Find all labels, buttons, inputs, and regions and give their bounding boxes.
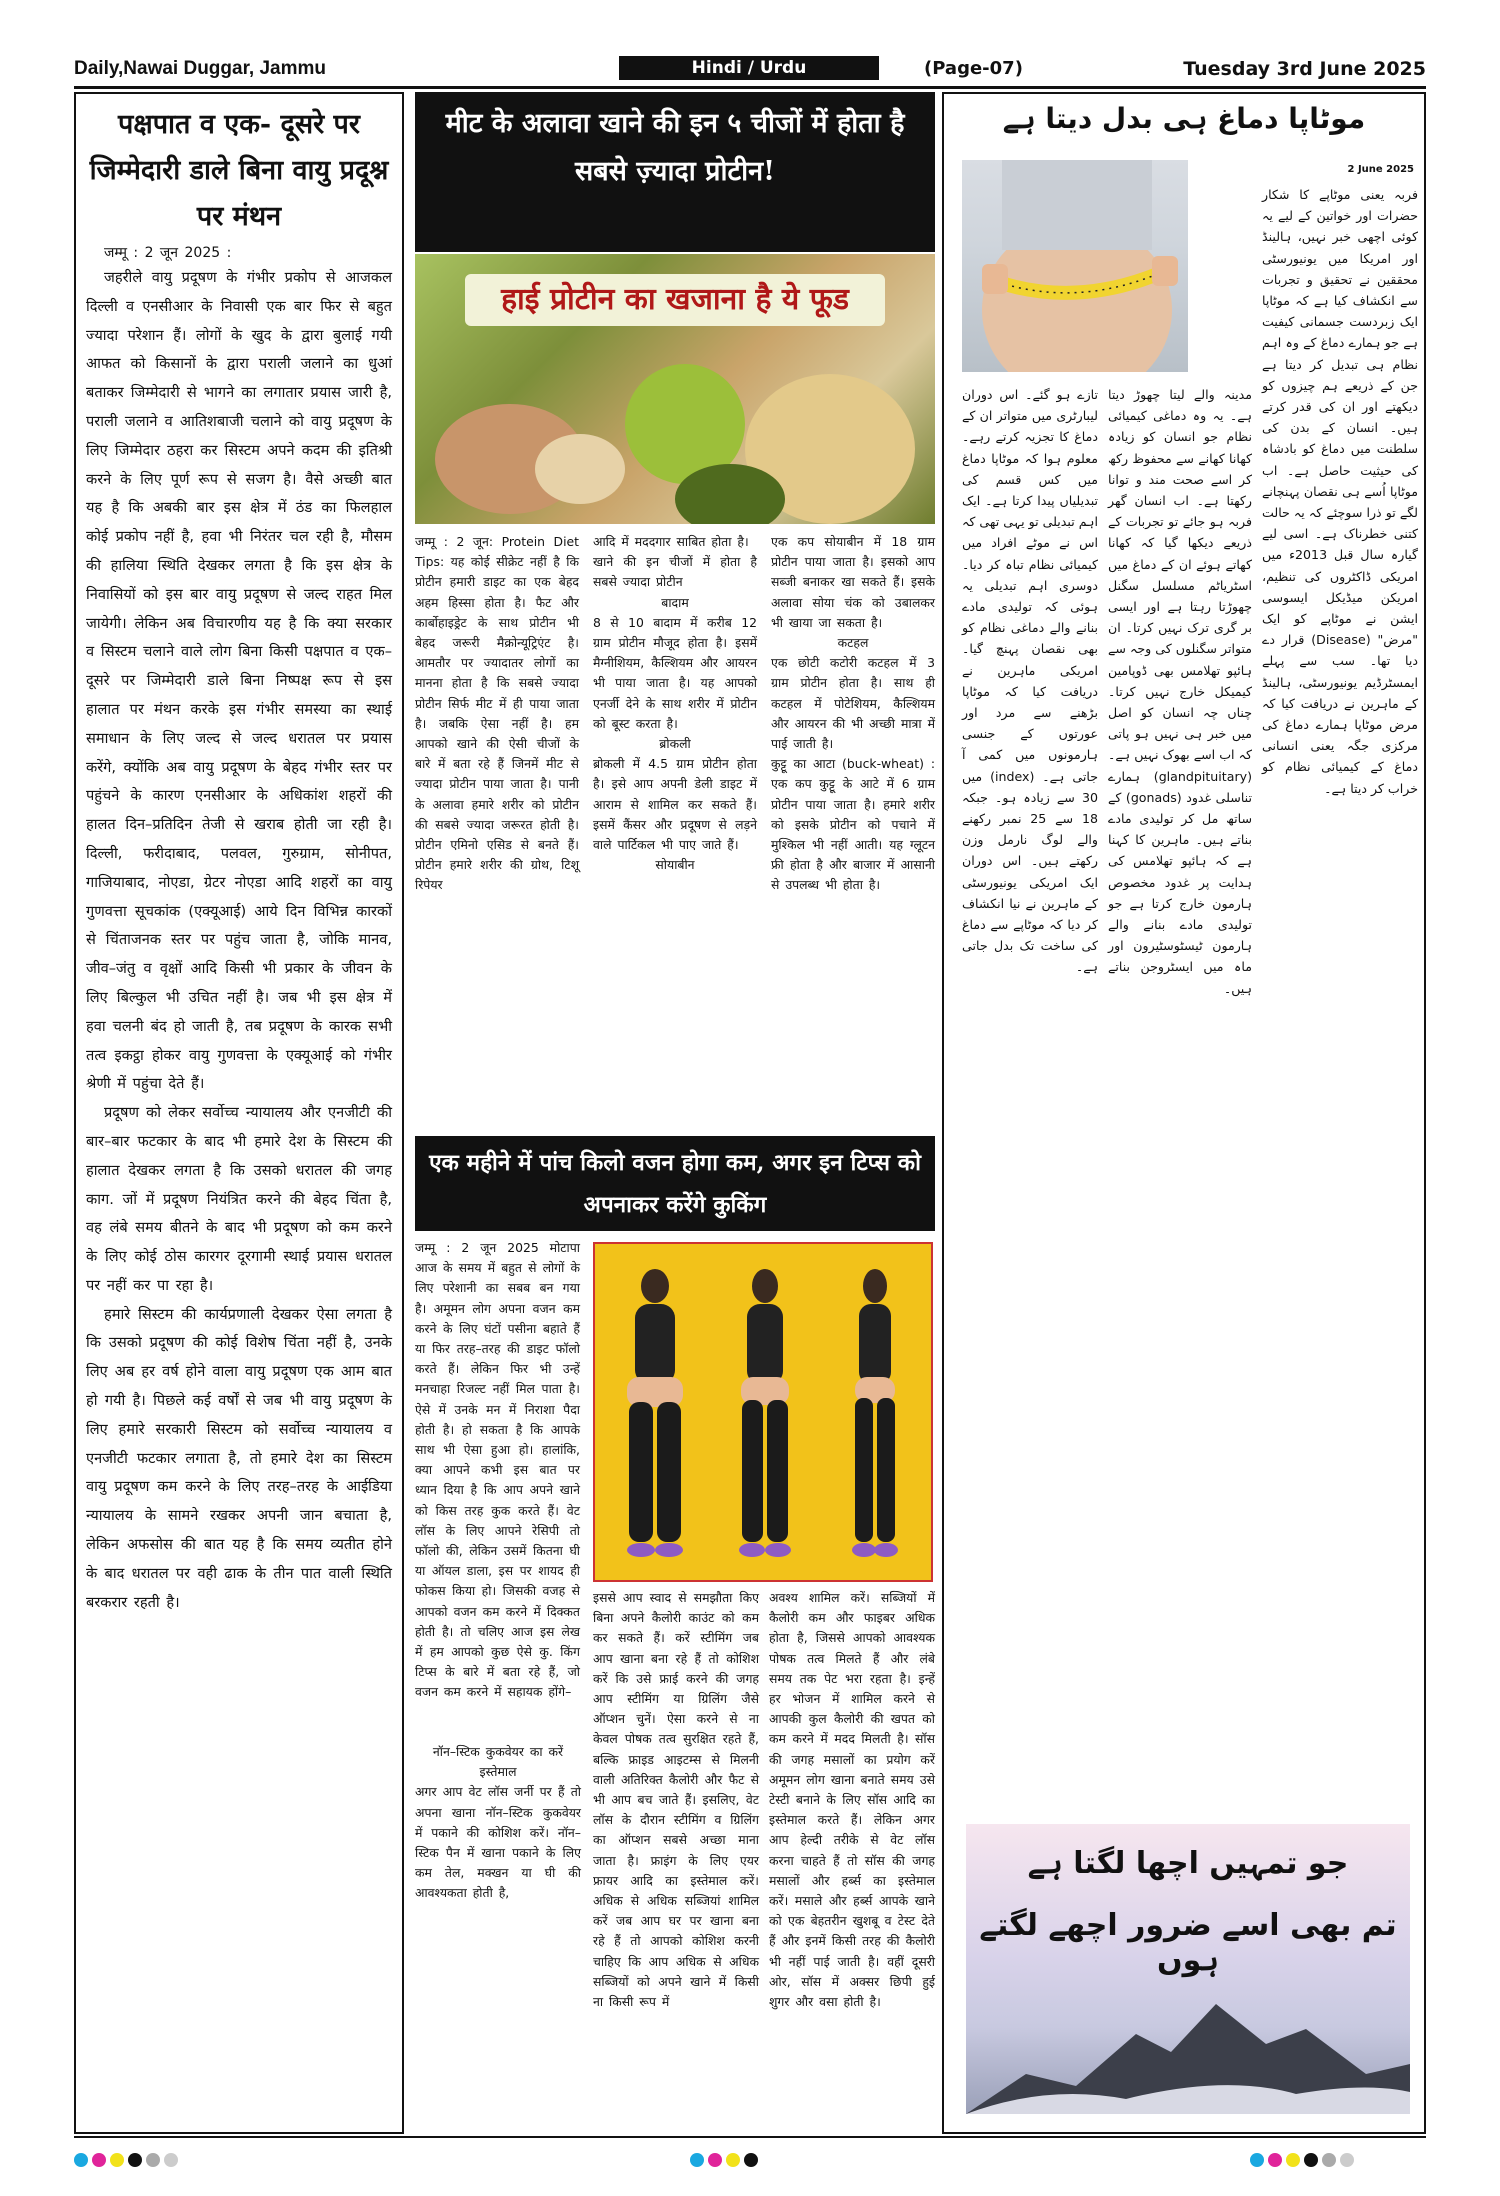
issue-date: Tuesday 3rd June 2025 xyxy=(1183,58,1426,80)
paragraph: आदि में मददगार साबित होता है। xyxy=(593,534,749,549)
protein-article xyxy=(415,532,935,1132)
weight-loss-headline: एक महीने में पांच किलो वजन होगा कम, अगर इन टिप्स को अपनाकर करेंगे कुकिंग xyxy=(415,1136,935,1231)
subheading: ब्रोकली xyxy=(659,736,691,752)
text-column: इससे आप स्वाद से समझौता किए बिना अपने कैलोरी काउंट को कम कर सकते हैं। करें स्टीमिंग जब आप खाना बना रहे हैं तो कोशिश करें कि उसे फ्राई करने की जगह आप स्टीमिंग या ग्रिलिंग जैसे ऑप्शन चुनें। ऐसा करने से ना केवल पोषक तत्व सुरक्षित रहते हैं, बल्कि फ्राइड आइटम्स से मिलनी वाली अतिरिक्त कैलोरी और फैट से भी आप बच जाते हैं। इसलिए, वेट लॉस के दौरान स्टीमिंग व ग्रिलिंग का ऑप्शन सबसे अच्छा माना जाता है। फ्राइंग के लिए एयर फ्रायर आदि का इस्तेमाल करें। अधिक से अधिक सब्जियां शामिल करें जब आप घर पर खाना बना रहे हैं तो आपको कोशिश करनी चाहिए कि आप अधिक से अधिक सब्जियों को अपने खाने में किसी ना किसी रूप में xyxy=(593,1590,759,2010)
belly-measuring-tape-image xyxy=(962,160,1188,372)
newspaper-name: Daily,Nawai Duggar, Jammu xyxy=(74,58,327,79)
pistachio-image xyxy=(535,434,625,504)
poetry-line: تم بھی اسے ضرور اچھے لگتے ہوں xyxy=(979,1908,1397,1978)
subheading: बादाम xyxy=(661,594,689,610)
woman-figure-image xyxy=(727,1262,803,1562)
subheading: खाने की इन चीजों में होता है सबसे ज्यादा प्रोटीन xyxy=(593,554,757,590)
page-number: (Page-07) xyxy=(924,58,1023,79)
paragraph: हमारे सिस्टम की कार्यप्रणाली देखकर ऐसा लगता है कि उसको प्रदूषण की कोई विशेष चिंता नहीं है, उनके लिए अब हर वर्ष होने वाला वायु प्रदूषण एक आम बात हो गयी है। पिछले कई वर्षों से जब भी वायु प्रदूषण के लिए हमारे सरकारी सिस्टम को सर्वोच्च न्यायालय व एनजीटी फटकार लगाता है, तो हमारे देश का सिस्टम वायु प्रदूषण कम करने के लिए तरह–तरह के आईडिया न्यायालय के सामने रखकर अपनी जान बचाता है, लेकिन अफसोस की बात यह है कि समय व्यतीत होने के बाद धरातल पर वही ढाक के तीन पात वाली स्थिति बरकरार रहती है। xyxy=(86,1305,392,1611)
poetry-line: جو تمہیں اچھا لگتا ہے xyxy=(1027,1846,1349,1881)
subheading: कटहल xyxy=(837,635,869,651)
photo-caption: हाई प्रोटीन का खजाना है ये फूड xyxy=(465,274,885,326)
article-air-pollution xyxy=(74,92,404,2134)
paragraph: 8 से 10 बादाम में करीब 12 ग्राम प्रोटीन मौजूद होता है। इसमें मैग्नीशियम, कैल्शियम और आयरन भी पाया जाता है। यह आपको एनर्जी देने के साथ शरीर में प्रोटीन को बूस्ट करता है। xyxy=(593,614,757,731)
urdu-article xyxy=(942,92,1426,2134)
masthead xyxy=(74,56,1426,86)
text-column: تازے ہو گئے۔ اس دوران لیبارٹری میں متواتر ان کے دماغ کا تجزیہ کرتے رہے۔ معلوم ہوا کہ موٹاپا دماغ میں کس قسم کی تبدیلیاں پیدا کرتا ہے۔ ایک اہم تبدیلی تو یہی تھی کہ اس نے موٹے افراد میں کیمیائی نظام تباہ کر دیا۔ دوسری اہم تبدیلی یہ ہوئی کہ تولیدی مادے بنانے والے دماغی نظام کو بھی نقصان پہنچ گیا۔ امریکی ماہرین نے دریافت کیا کہ موٹاپا بڑھنے سے مرد اور عورتوں کے جنسی ہارمونوں میں کمی آ جاتی ہے۔ (index) میں 30 سے زیادہ ہو۔ جبکہ 18 سے 25 نمبر رکھنے والے لوگ نارمل وزن رکھتے ہیں۔ اس دوران ایک امریکی یونیورسٹی کے ماہرین نے نیا انکشاف کر دیا کہ موٹاپے سے دماغ کی ساخت تک بدل جاتی ہے۔ xyxy=(962,387,1098,975)
header-rule xyxy=(74,86,1426,89)
paragraph: जम्मू : 2 जून 2025 मोटापा आज के समय में बहुत से लोगों के लिए परेशानी का सबब बन गया है। अमूमन लोग अपना वजन कम करने के लिए घंटों पसीना बहाते हैं या फिर तरह–तरह की डाइट फॉलो करते हैं। लेकिन फिर भी उन्हें मनचाहा रिजल्ट नहीं मिल पाता है। ऐसे में उनके मन में निराशा पैदा होती है। हो सकता है कि आपके साथ भी ऐसा हुआ हो। हालांकि, क्या आपने कभी इस बात पर ध्यान दिया है कि आप अपने खाने को किस तरह कुक करते हैं। वेट लॉस के लिए आपने रेसिपी तो फॉलो की, लेकिन उसमें कितना घी या ऑयल डाला, इस पर शायद ही फोकस किया हो। जिसकी वजह से आपको वजन कम करने में दिक्कत होती है। तो चलिए आज इस लेख में हम आपको कुछ ऐसे कु. किंग टिप्स के बारे में बता रहे हैं, जो वजन कम करने में सहायक होंगे– xyxy=(415,1240,580,1700)
paragraph: अगर आप वेट लॉस जर्नी पर हैं तो अपना खाना नॉन–स्टिक कुकवेयर में पकाने की कोशिश करें। नॉन–स्टिक पैन में खाना पकाने के लिए कम तेल, मक्खन या घी की आवश्यकता होती है, xyxy=(415,1784,581,1901)
subheading: नॉन–स्टिक कुकवेयर का करें इस्तेमाल xyxy=(432,1744,564,1780)
paragraph: कुट्टू का आटा (buck-wheat) : एक कप कुट्टू के आटे में 6 ग्राम प्रोटीन पाया जाता है। हमारे शरीर को इसके प्रोटीन को पचाने में मुश्किल भी नहीं आती। यह ग्लूटन फ्री होता है और बाजार में आसानी से उपलब्ध भी होता है। xyxy=(771,756,935,893)
dateline: 2 June 2025 xyxy=(1347,164,1414,175)
paragraph: एक छोटी कटोरी कटहल में 3 ग्राम प्रोटीन होता है। साथ ही कटहल में पोटेशियम, कैल्शियम और आयरन की भी अच्छी मात्रा में पाई जाती है। xyxy=(771,655,935,752)
color-registration-marks xyxy=(1250,2152,1358,2168)
text-column: अवश्य शामिल करें। सब्जियों में कैलोरी कम और फाइबर अधिक होता है, जिससे आपको आवश्यक पोषक तत्व मिलते हैं और लंबे समय तक पेट भरा रहता है। इन्हें हर भोजन में शामिल करने से आपकी कुल कैलोरी की खपत को कम करने में मदद मिलती है। सॉस की जगह मसालों का प्रयोग करें अमूमन लोग खाना बनाते समय उसे टेस्टी बनाने के लिए सॉस आदि का इस्तेमाल करते हैं। लेकिन अगर आप हेल्दी तरीके से वेट लॉस करना चाहते हैं तो सॉस की जगह मसालों और हर्ब्स का इस्तेमाल करें। मसाले और हर्ब्स आपके खाने को एक बेहतरीन खुशबू व टेस्ट देते हैं और इनमें किसी तरह की कैलोरी भी नहीं पाई जाती है। वहीं दूसरी ओर, सॉस में अक्सर छिपी हुई शुगर और वसा होती है। xyxy=(769,1590,935,2010)
language-label: Hindi / Urdu xyxy=(619,56,879,80)
text-column xyxy=(771,532,935,896)
paragraph: प्रदूषण को लेकर सर्वोच्च न्यायालय और एनजीटी की बार–बार फटकार के बाद भी हमारे देश के सिस्टम की हालात देखकर लगता है कि उसको धरातल की जगह काग. जों में प्रदूषण नियंत्रित करने की बेहद चिंता है, वह लंबे समय बीतने के बाद भी प्रदूषण को कम करने के लिए कोई ठोस कारगर दूरगामी स्थाई प्रयास धरातल पर नहीं कर पा रहा है। xyxy=(86,1104,392,1294)
article-title: पक्षपात व एक- दूसरे पर जिम्मेदारी डाले बिना वायु प्रदूश्न पर मंथन xyxy=(89,109,389,232)
color-registration-marks xyxy=(74,2152,182,2168)
subheading: सोयाबीन xyxy=(655,857,695,873)
obesity-photo xyxy=(962,160,1188,372)
paragraph: ब्रोकली में 4.5 ग्राम प्रोटीन होता है। इसे आप अपनी डेली डाइट में आराम से शामिल कर सकते हैं। इसमें कैंसर और प्रदूषण से लड़ने वाले पार्टिकल भी पाए जाते हैं। xyxy=(593,756,757,853)
text-column xyxy=(593,532,757,875)
protein-food-photo xyxy=(415,254,935,524)
protein-headline: मीट के अलावा खाने की इन ५ चीजों में होता है सबसे ज़्यादा प्रोटीन! xyxy=(415,92,935,252)
dateline: जम्मू : 2 जून 2025 : xyxy=(104,245,232,261)
footer-rule xyxy=(74,2136,1426,2138)
woman-figure-image xyxy=(837,1262,913,1562)
woman-figure-image xyxy=(617,1262,693,1562)
article-body xyxy=(76,240,402,1617)
text-column xyxy=(415,1238,580,1703)
poetry-box xyxy=(966,1824,1410,2114)
mountain-image xyxy=(966,1974,1410,2114)
paragraph: एक कप सोयाबीन में 18 ग्राम प्रोटीन पाया जाता है। इसको आप सब्जी बनाकर खा सकते हैं। इसके अलावा सोया चंक को उबालकर भी खाया जा सकता है। xyxy=(771,534,935,630)
paragraph: जहरीले वायु प्रदूषण के गंभीर प्रकोप से आजकल दिल्ली व एनसीआर के निवासी एक बार फिर से बहुत ज्यादा परेशान हैं। लोगों के खुद के द्वारा बुलाई गयी आफत को किसानों के द्वारा पराली जलाने का धुआं बताकर जिम्मेदारी से भागने का लगातार प्रयास जारी है, पराली जलाने व आतिशबाजी चलाने को वायु प्रदूषण के लिए जिम्मेदार ठहरा कर सिस्टम अपने कदम की इतिश्री करने के लिए पूर्ण रूप से सजग है। वैसे अच्छी बात यह है कि अबकी बार इस क्षेत्र में ठंड का फिलहाल कोई प्रकोप नहीं है, हवा भी निरंतर चल रही है, मौसम की हालिया स्थिति देखकर लगता है कि इस क्षेत्र के निवासियों को इस बार वायु प्रदूषण से जल्द राहत मिल जायेगी। लेकिन अब विचारणीय यह है कि क्या सरकार व सिस्टम चलाने वाले लोग बिना किसी पक्षपात व एक–दूसरे पर जिम्मेदारी डाले बिना निष्पक्ष रूप से इस हालात पर मंथन करके इस गंभीर समस्या का स्थाई समाधान के लिए जल्द से जल्द धरातल पर प्रयास करेंगे, क्योंकि अब वायु प्रदूषण के बेहद गंभीर स्तर पर पहुंचने के कारण एनसीआर के अधिकांश शहरों की हालत दिन–प्रतिदिन तेजी से खराब होती जा रही है। दिल्ली, फरीदाबाद, पलवल, गुरुग्राम, सोनीपत, गाजियाबाद, नोएडा, ग्रेटर नोएडा आदि शहरों का वायु गुणवत्ता सूचकांक (एक्यूआई) आये दिन विभिन्न कारकों से चिंताजनक स्तर पर पहुंच जाता है, जोकि मानव, जीव–जंतु व वृक्षों आदि किसी भी प्रकार के जीवन के लिए बिल्कुल भी उचित नहीं है। जब भी इस क्षेत्र में हवा चलनी बंद हो जाती है, तब प्रदूषण के कारक सभी तत्व इकट्ठा होकर वायु गुणवत्ता के एक्यूआई को गंभीर श्रेणी में पहुंचा देते हैं। xyxy=(86,269,392,1093)
center-column xyxy=(415,92,935,2134)
text-column: जम्मू : 2 जून: Protein Diet Tips: यह कोई सीक्रेट नहीं है कि प्रोटीन हमारी डाइट का एक बेहद अहम हिस्सा होता है। फैट और कार्बोहाइड्रेट के साथ प्रोटीन भी बेहद जरूरी मैक्रोन्यूट्रिएंट है। आमतौर पर ज्यादातर लोगों का मानना होता है कि सबसे ज्यादा प्रोटीन सिर्फ मीट में ही पाया जाता है। जबकि ऐसा नहीं है। हम आपको खाने की ऐसी चीजों के बारे में बता रहे हैं जिनमें मीट से ज्यादा प्रोटीन पाया जाता है। पानी के अलावा हमारे शरीर को प्रोटीन की सबसे ज्यादा जरूरत होती है। प्रोटीन एमिनो एसिड से बनते हैं। प्रोटीन हमारे शरीर की ग्रोथ, टिशू रिपेयर xyxy=(415,534,579,893)
text-column: مدینہ والے لیتا چھوڑ دیتا ہے۔ یہ وہ دماغی کیمیائی نظام جو انسان کو زیادہ کھانا کھانے سے محفوظ رکھ کر اسے صحت مند و توانا رکھتا ہے۔ اب انسان گھر فربہ ہو جائے تو تجربات کے ذریعے دیکھا گیا کہ کھانا کھاتے ہوئے ان کے دماغ میں اسٹریاٹم مسلسل سگنل چھوڑتا رہتا ہے اور ایسی بر گری ترک نہیں کرتا۔ ان متواتر سگنلوں کی وجہ سے ہائپو تھلامس بھی ڈوپامین کیمیکل خارج نہیں کرتا۔ چناں چہ انسان کو اصل میں خبر ہی نہیں ہو پاتی کہ اب اسے بھوک نہیں ہے۔ (glandpituitary) ہمارے تناسلی غدود (gonads) کے ساتھ مل کر تولیدی مادے بناتے ہیں۔ ماہرین کا کہنا ہے کہ ہائپو تھلامس کی ہدایت پر غدود مخصوص ہارمون خارج کرتا ہے جو تولیدی مادے بنانے والے ہارمون ٹیسٹوسٹیرون اور ماہ میں ایسٹروجن بناتے ہیں۔ xyxy=(1108,387,1252,996)
color-registration-marks xyxy=(690,2152,762,2168)
weight-loss-photo xyxy=(593,1242,933,1582)
text-column: فربہ یعنی موٹاپے کا شکار حضرات اور خواتین کے لیے یہ کوئی اچھی خبر نہیں، ہالینڈ اور امریکا میں یونیورسٹی محققین نے تحقیق و تجربات سے انکشاف کیا ہے کہ موٹاپا ایک زبردست جسمانی کیفیت ہے جو ہمارے دماغ کے وہ اہم نظام ہی تبدیل کر دیتا ہے جن کے ذریعے ہم چیزوں کو دیکھتے اور ان کی قدر کرتے ہیں۔ انسان کے بدن کی سلطنت میں دماغ کو بادشاہ کی حیثیت حاصل ہے۔ اب موٹاپا اُسے ہی نقصان پہنچانے لگے تو ذرا سوچئے کہ یہ حالت کتنی خطرناک ہے۔ اسی لیے گیارہ سال قبل 2013ء میں امریکی ڈاکٹروں کی تنظیم، امریکن میڈیکل ایسوسی ایشن نے موٹاپے کو ایک "مرض" (Disease) قرار دے دیا تھا۔ سب سے پہلے ایمسٹرڈیم یونیورسٹی، ہالینڈ کے ماہرین نے دریافت کیا کہ مرض موٹاپا ہمارے دماغ کی مرکزی جگہ یعنی انسانی دماغ کے کیمیائی نظام کو خراب کر دیتا ہے۔ xyxy=(1262,187,1418,796)
article-title: موٹاپا دماغ ہی بدل دیتا ہے xyxy=(1002,102,1366,135)
text-column xyxy=(415,1742,581,1904)
